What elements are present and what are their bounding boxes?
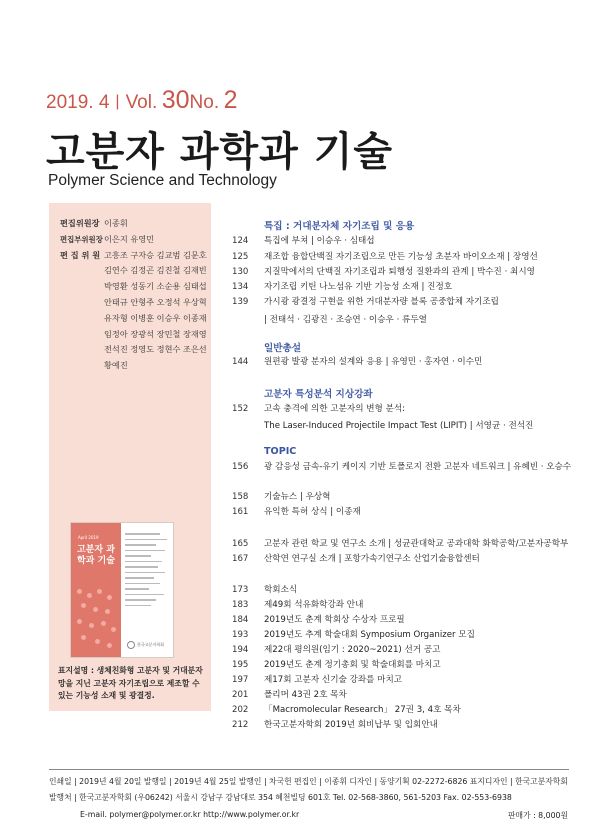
toc-title: 한국고분자학회 2019년 회비납부 및 입회안내	[264, 720, 438, 730]
journal-title-english: Polymer Science and Technology	[48, 172, 277, 189]
toc-entry[interactable]	[232, 585, 297, 596]
toc-title: 원편광 발광 분자의 설계와 응용 | 유영민 · 홍자연 · 이수민	[264, 357, 483, 367]
toc-page: 212	[232, 720, 249, 730]
toc-title: 고속 충격에 의한 고분자의 변형 분석:	[264, 404, 406, 414]
toc-entry[interactable]	[232, 462, 571, 473]
staff-names: 김연수 김정곤 김진철 김재빈	[104, 265, 207, 276]
toc-entry[interactable]	[232, 507, 361, 518]
toc-title: 「Macromolecular Research」 27권 3, 4호 목차	[264, 705, 461, 715]
footer-contact: E-mail. polymer@polymer.or.kr http://www.polymer.or.kr	[80, 810, 300, 819]
toc-entry[interactable]	[232, 705, 461, 716]
toc-page: 183	[232, 600, 249, 610]
toc-page: 184	[232, 615, 249, 625]
toc-page: 161	[232, 507, 249, 517]
staff-names: 고흥조 구자승 김교범 김문호	[104, 249, 207, 260]
toc-entry[interactable]	[232, 675, 402, 686]
staff-label: 편집위원장	[60, 218, 100, 228]
toc-page: 202	[232, 705, 249, 715]
toc-entry[interactable]	[232, 252, 538, 263]
no-prefix: No.	[189, 92, 220, 113]
staff-names: 박영환 성동기 소순용 심태섭	[104, 281, 207, 292]
cover-caption: 표지설명 : 생체친화형 고분자 및 거대분자망을 지닌 고분자 자기조립으로 제조할 수 있는 기능성 소재 및 광결정.	[58, 666, 203, 700]
toc-entry[interactable]	[232, 357, 482, 368]
toc-page: 152	[232, 404, 249, 414]
toc-page: 156	[232, 462, 249, 472]
vol-prefix: Vol.	[125, 92, 158, 113]
cover-publisher	[127, 641, 169, 649]
toc-entry[interactable]	[232, 660, 441, 671]
staff-names: 이종휘	[104, 218, 128, 228]
editorial-board	[60, 216, 207, 374]
toc-title: 기술뉴스 | 우상혁	[264, 492, 331, 502]
journal-title-korean: 고분자 과학과 기술	[46, 129, 393, 175]
section-heading: 일반총설	[264, 343, 302, 354]
toc-entry[interactable]	[232, 539, 568, 550]
cover-contents-lines	[125, 533, 169, 610]
toc-title: 2019년도 추계 학술대회 Symposium Organizer 모집	[264, 630, 475, 640]
staff-names: 전석진 정영도 정현수 조은선	[104, 344, 207, 355]
toc-page: 195	[232, 660, 249, 670]
vice-editor-row	[60, 232, 207, 248]
toc-entry[interactable]	[232, 600, 363, 611]
cover-publisher-name: 한국고분자학회	[137, 642, 165, 647]
staff-names: 유자형 이병훈 이승우 이종재	[104, 312, 207, 323]
toc-entry[interactable]	[232, 720, 438, 731]
publisher-seal-icon	[127, 641, 135, 649]
vol-number: 30	[161, 86, 190, 114]
toc-page: 125	[232, 252, 249, 262]
footer-publication-info: 인쇄일 | 2019년 4월 20일 발행일 | 2019년 4월 25일 발행인 | 차국헌 편집인 | 이종휘 디자인 | 동양기획 02-2272-6826 표지디자인 | 한국고분자학회	[49, 777, 568, 786]
cover-label: April 2019	[78, 535, 99, 540]
toc-title: 제17회 고분자 신기술 강좌를 마치고	[264, 675, 403, 685]
issue-separator: |	[115, 93, 120, 110]
section-heading: 고분자 특성분석 지상강좌	[264, 389, 373, 400]
cover-title: 고분자 과학과 기술	[77, 545, 115, 566]
toc-entry[interactable]	[232, 645, 440, 656]
staff-label: 편집부위원장	[60, 234, 103, 244]
toc-page: 194	[232, 645, 249, 655]
toc-title: 제22대 평의원(임기 : 2020~2021) 선거 공고	[264, 645, 441, 655]
footer-publisher-address: 발행처 | 한국고분자학회 (우06242) 서울시 강남구 강남대로 354 혜천빌딩 601호 Tel. 02-568-3860, 561-5203 Fax. 02-553-6938	[49, 793, 512, 802]
toc-entry[interactable]	[232, 282, 452, 293]
toc-page: 201	[232, 690, 249, 700]
toc-entry-authors: | 전태석 · 김광진 · 조승연 · 이승우 · 류두열	[264, 315, 427, 325]
toc-title: 광 감응성 금속-유기 케이지 기반 토폴로지 전환 고분자 네트워크 | 유혜빈 · 오승수	[264, 462, 572, 472]
toc-entry[interactable]	[232, 615, 405, 626]
toc-page: 124	[232, 236, 249, 246]
staff-names: 이은지 유영민	[104, 233, 155, 244]
toc-page: 139	[232, 297, 249, 307]
toc-page: 193	[232, 630, 249, 640]
editor-in-chief-row	[60, 216, 207, 232]
toc-entry[interactable]	[232, 236, 375, 247]
staff-names: 황예진	[104, 360, 128, 371]
toc-entry[interactable]	[232, 404, 405, 415]
toc-entry[interactable]	[232, 554, 480, 565]
toc-title: 학회소식	[264, 585, 298, 595]
toc-page: 165	[232, 539, 249, 549]
toc-entry[interactable]	[232, 297, 499, 308]
toc-page: 173	[232, 585, 249, 595]
toc-page: 130	[232, 267, 249, 277]
issue-date: 2019. 4	[46, 92, 110, 113]
staff-label: 편 집 위 원	[60, 249, 101, 260]
section-heading: 특집 : 거대분자체 자기조립 및 응용	[264, 221, 415, 232]
toc-entry-continuation: The Laser-Induced Projectile Impact Test (LIPIT) | 서영균 · 전석진	[264, 421, 534, 431]
toc-title: 가시광 광결정 구현을 위한 거대분자량 블록 공중합체 자기조립	[264, 297, 499, 307]
section-heading: TOPIC	[264, 446, 297, 457]
toc-title: 폴리머 43권 2호 목차	[264, 690, 347, 700]
cover-thumbnail	[70, 522, 174, 658]
issue-info	[46, 86, 237, 115]
toc-page: 197	[232, 675, 249, 685]
staff-names: 안태규 안형주 오정석 우상혁	[104, 296, 207, 307]
toc-page: 134	[232, 282, 249, 292]
no-number: 2	[223, 86, 238, 114]
toc-title: 유익한 특허 상식 | 이종재	[264, 507, 361, 517]
toc-title: 2019년도 춘계 정기총회 및 학술대회를 마치고	[264, 660, 441, 670]
toc-title: 고분자 관련 학교 및 연구소 소개 | 성균관대학교 공과대학 화학공학/고분자공학부	[264, 539, 569, 549]
toc-title: 산학연 연구실 소개 | 포항가속기연구소 산업기술융합센터	[264, 554, 480, 564]
staff-names: 임정아 장광석 장민철 장재영	[104, 328, 207, 339]
toc-title: 제49회 석유화학강좌 안내	[264, 600, 364, 610]
toc-title: 재조합 융합단백질 자기조립으로 만든 기능성 초분자 바이오소재 | 장영선	[264, 252, 538, 262]
toc-title: 2019년도 춘계 학회상 수상자 프로필	[264, 615, 405, 625]
editors-row	[60, 248, 207, 374]
price: 판매가 : 8,000원	[508, 811, 569, 820]
toc-title: 특집에 부쳐 | 이승우 · 심태섭	[264, 236, 375, 246]
toc-page: 167	[232, 554, 249, 564]
toc-page: 158	[232, 492, 249, 502]
toc-entry[interactable]	[232, 492, 330, 503]
toc-entry[interactable]	[232, 267, 535, 278]
toc-title: 지질막에서의 단백질 자기조립과 퇴행성 질환과의 관계 | 박수진 · 최시영	[264, 267, 535, 277]
toc-entry[interactable]	[232, 630, 475, 641]
toc-entry[interactable]	[232, 690, 347, 701]
toc-title: 자기조립 키틴 나노섬유 기반 기능성 소재 | 진정호	[264, 282, 453, 292]
footer-divider	[49, 769, 569, 770]
toc-page: 144	[232, 357, 249, 367]
